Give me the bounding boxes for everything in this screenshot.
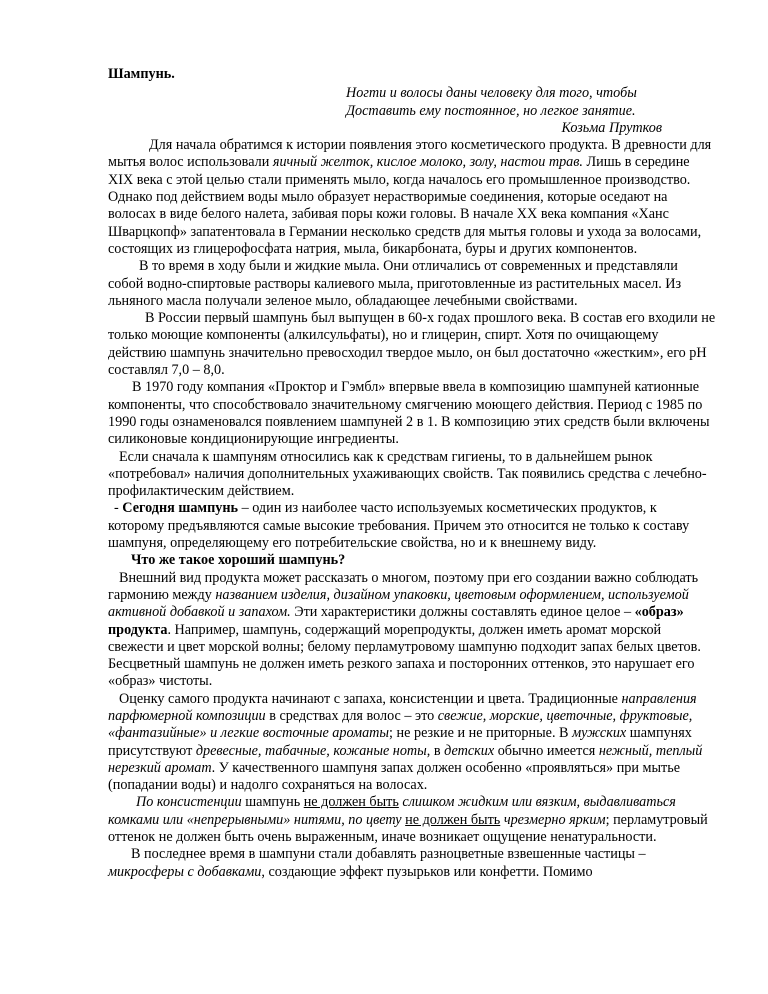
paragraph-1970: В 1970 году компания «Проктор и Гэмбл» впервые ввела в композицию шампуней катионные компоненты, что способствовало значительному смягчению моющего действия. Период с 1985 по 1990 годы ознаменовался появлением шампуней 2 в 1. В композицию этих средств были включены силиконовые кондиционирующие ингредиенты. xyxy=(108,379,710,448)
epigraph xyxy=(108,85,716,137)
paragraph-consistency: По консистенции шампунь не должен быть слишком жидким или вязким, выдавливаться комками или «непрерывными» нитями, по цвету не должен быть чрезмерно ярким; перламутровый оттенок не должен быть очень выраженным, иначе возникает ощущение ненатуральности. xyxy=(108,794,708,846)
paragraph-hygiene: Если сначала к шампуням относились как к средствам гигиены, то в дальнейшем рынок «потребовал» наличия дополнительных ухаживающих свойств. Так появились средства с лечебно-профилактическим действием. xyxy=(108,448,707,500)
paragraph-russia: В России первый шампунь был выпущен в 60-х годах прошлого века. В состав его входили не только моющие компоненты (алкилсульфаты), но и глицерин, спирт. Хотя по очищающему действию шампунь значительно превосходил твердое мыло, он был достаточно «жестким», его pH составлял 7,0 – 8,0. xyxy=(108,310,716,379)
epigraph-line-1: Ногти и волосы даны человеку для того, чтобы xyxy=(346,85,637,102)
epigraph-author: Козьма Прутков xyxy=(561,119,662,136)
paragraph-scent: Оценку самого продукта начинают с запаха, консистенции и цвета. Традиционные направления парфюмерной композиции в средствах для волос – это свежие, морские, цветочные, фруктовые, «фантазийные» и легкие восточные ароматы; не резкие и не приторные. В мужских шампунях присутствуют древесные, табачные, кожаные ноты, в детских обычно имеется нежный, теплый нерезкий аромат. У качественного шампуня запах должен особенно «проявляться» при мытье (попадании воды) и надолго сохраняться на волосах. xyxy=(108,690,703,794)
paragraph-history: Для начала обратимся к истории появления этого косметического продукта. В древности для мытья волос использовали яичный желток, кислое молоко, золу, настои трав. Лишь в середине XIX века с этой целью стали применять мыло, когда началось его промышленное производство. Однако под действием воды мыло образует нерастворимые соединения, которые оседают на волосах в виде белого налета, забивая поры кожи головы. В начале XX века компания «Ханс Шварцкопф» запатентовала в Германии несколько средств для мытья головы и ухода за волосами, состоящих из глицерофосфата натрия, мыла, бикарбоната, буры и других компонентов. xyxy=(108,137,712,257)
paragraph-particles: В последнее время в шампуни стали добавлять разноцветные взвешенные частицы – микросферы с добавками, создающие эффект пузырьков или конфетти. Помимо xyxy=(108,846,646,880)
paragraph-today: - Сегодня шампунь – один из наиболее часто используемых косметических продуктов, к которому предъявляются самые высокие требования. Причем это относится не только к составу шампуня, определяющему его потребительские свойства, но и к внешнему виду. xyxy=(108,500,690,552)
paragraph-liquid-soap: В то время в ходу были и жидкие мыла. Они отличались от современных и представляли собой водно-спиртовые растворы калиевого мыла, приготовленные из растительных масел. Из льняного масла получали зеленое мыло, обладающее лечебными свойствами. xyxy=(108,258,682,309)
epigraph-line-2: Доставить ему постоянное, но легкое занятие. xyxy=(346,102,636,119)
paragraph-appearance: Внешний вид продукта может рассказать о многом, поэтому при его создании важно соблюдать гармонию между названием изделия, дизайном упаковки, цветовым оформлением, используемой активной добавкой и запахом. Эти характеристики должны составлять единое целое – «образ» продукта. Например, шампунь, содержащий морепродукты, должен иметь аромат морской свежести и цвет морской волны; белому перламутровому шампуню подходит запах белых цветов. Бесцветный шампунь не должен иметь резкого запаха и посторонних оттенков, это нарушает его «образ» чистоты. xyxy=(108,569,701,690)
document-title: Шампунь. xyxy=(108,66,175,82)
section-heading: Что же такое хороший шампунь? xyxy=(131,552,346,569)
